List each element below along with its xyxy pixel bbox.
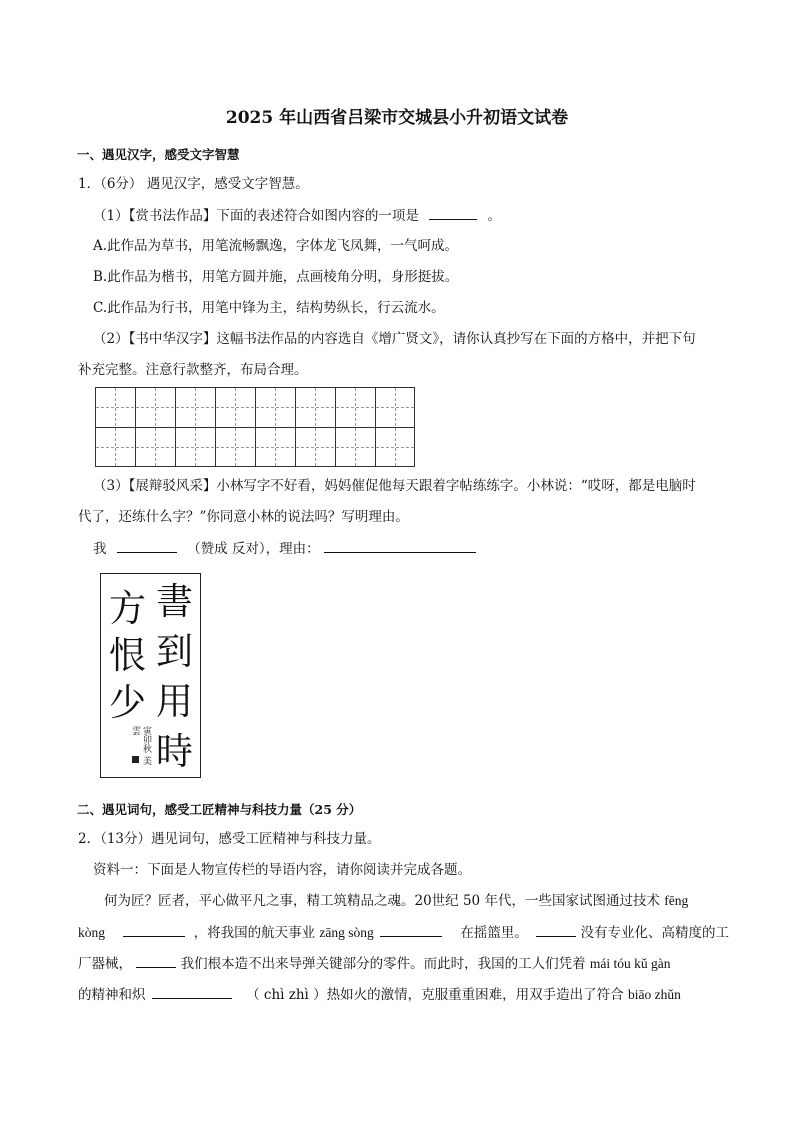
pinyin: zāng sòng — [319, 925, 374, 940]
answer-blank[interactable] — [152, 984, 232, 999]
question-2-stem: 2．（13分）遇见词句，感受工匠精神与科技力量。 — [78, 831, 381, 847]
option-a: A.此作品为草书，用笔流畅飘逸，字体龙飞凤舞，一气呵成。 — [93, 238, 459, 254]
passage-text: 在摇篮里。 — [460, 925, 528, 941]
callig-char: 到 — [156, 630, 193, 673]
callig-char: 書 — [156, 580, 193, 623]
writing-grid[interactable] — [95, 387, 415, 467]
passage-text: 我们根本造不出来导弹关键部分的零件。而此时，我国的工人们凭着 — [180, 956, 586, 972]
pinyin: kòng — [78, 925, 105, 940]
signature: 寅卯秋 美雲 — [130, 726, 151, 765]
answer-prefix: 我 — [93, 541, 107, 557]
exam-title: 2025 年山西省吕梁市交城县小升初语文试卷 — [225, 108, 569, 128]
section-2-heading: 二、遇见词句，感受工匠精神与科技力量（25 分） — [77, 802, 362, 817]
passage-line-2 — [78, 922, 729, 943]
passage-text: 没有专业化、高精度的工 — [580, 925, 729, 941]
question-2-material: 资料一：下面是人物宣传栏的导语内容，请你阅读并完成各题。 — [93, 862, 471, 878]
pinyin: biāo zhǔn — [627, 987, 681, 1002]
pinyin: mái tóu kǔ gàn — [589, 956, 671, 971]
question-1-part-3-line-2: 代了，还练什么字？”你同意小林的说法吗？写明理由。 — [78, 509, 409, 525]
question-1-stem: 1．（6分） 遇见汉字，感受文字智慧。 — [78, 176, 309, 192]
callig-char: 恨 — [109, 634, 146, 677]
callig-char: 時 — [156, 730, 193, 773]
answer-line — [93, 538, 476, 559]
callig-char: 用 — [156, 680, 193, 723]
passage-text: ，将我国的航天事业 — [193, 925, 316, 941]
question-1-part-2-line-2: 补充完整。注意行款整齐，布局合理。 — [78, 362, 308, 378]
answer-blank[interactable] — [136, 953, 176, 968]
answer-choice: （赞成 反对），理由： — [187, 541, 320, 557]
section-1-heading: 一、遇见汉字，感受文字智慧 — [77, 147, 240, 162]
passage-line-3 — [78, 953, 671, 974]
stance-blank[interactable] — [117, 538, 177, 553]
part-1-end: 。 — [487, 208, 501, 224]
passage-text: 的精神和炽 — [78, 987, 146, 1003]
option-b: B.此作品为楷书，用笔方圆并施，点画棱角分明，身形挺拔。 — [93, 269, 459, 285]
passage-text: 厂器械， — [78, 956, 132, 972]
callig-char: 方 — [109, 587, 146, 630]
passage-line-4 — [78, 984, 681, 1005]
callig-char: 少 — [109, 681, 146, 724]
question-1-part-2-line-1: （2）【书中华汉字】这幅书法作品的内容选自《增广贤文》，请你认真抄写在下面的方格中，并把下句 — [93, 331, 696, 347]
answer-blank[interactable] — [429, 205, 477, 220]
question-1-part-3-line-1: （3）【展辩驳风采】小林写字不好看，妈妈催促他每天跟着字帖练练字。小林说：“哎呀，都是电脑时 — [93, 478, 696, 494]
seal-stamp-icon — [132, 756, 139, 763]
passage-line-1 — [104, 891, 688, 911]
answer-blank[interactable] — [123, 922, 185, 937]
answer-blank[interactable] — [380, 922, 442, 937]
calligraphy-artwork — [100, 573, 201, 778]
passage-text: 何为匠？匠者，平心做平凡之事，精工筑精品之魂。20世纪 50 年代，一些国家试图通过技术 — [104, 893, 660, 909]
part-1-text: （1）【赏书法作品】下面的表述符合如图内容的一项是 — [93, 208, 419, 224]
reason-blank[interactable] — [324, 538, 476, 553]
question-1-part-1 — [93, 205, 501, 226]
pinyin: fēng — [664, 893, 689, 908]
passage-text: （ chì zhì ）热如火的激情，克服重重困难，用双手造出了符合 — [246, 987, 624, 1003]
answer-blank[interactable] — [536, 922, 576, 937]
option-c: C.此作品为行书，用笔中锋为主，结构势纵长，行云流水。 — [93, 300, 445, 316]
